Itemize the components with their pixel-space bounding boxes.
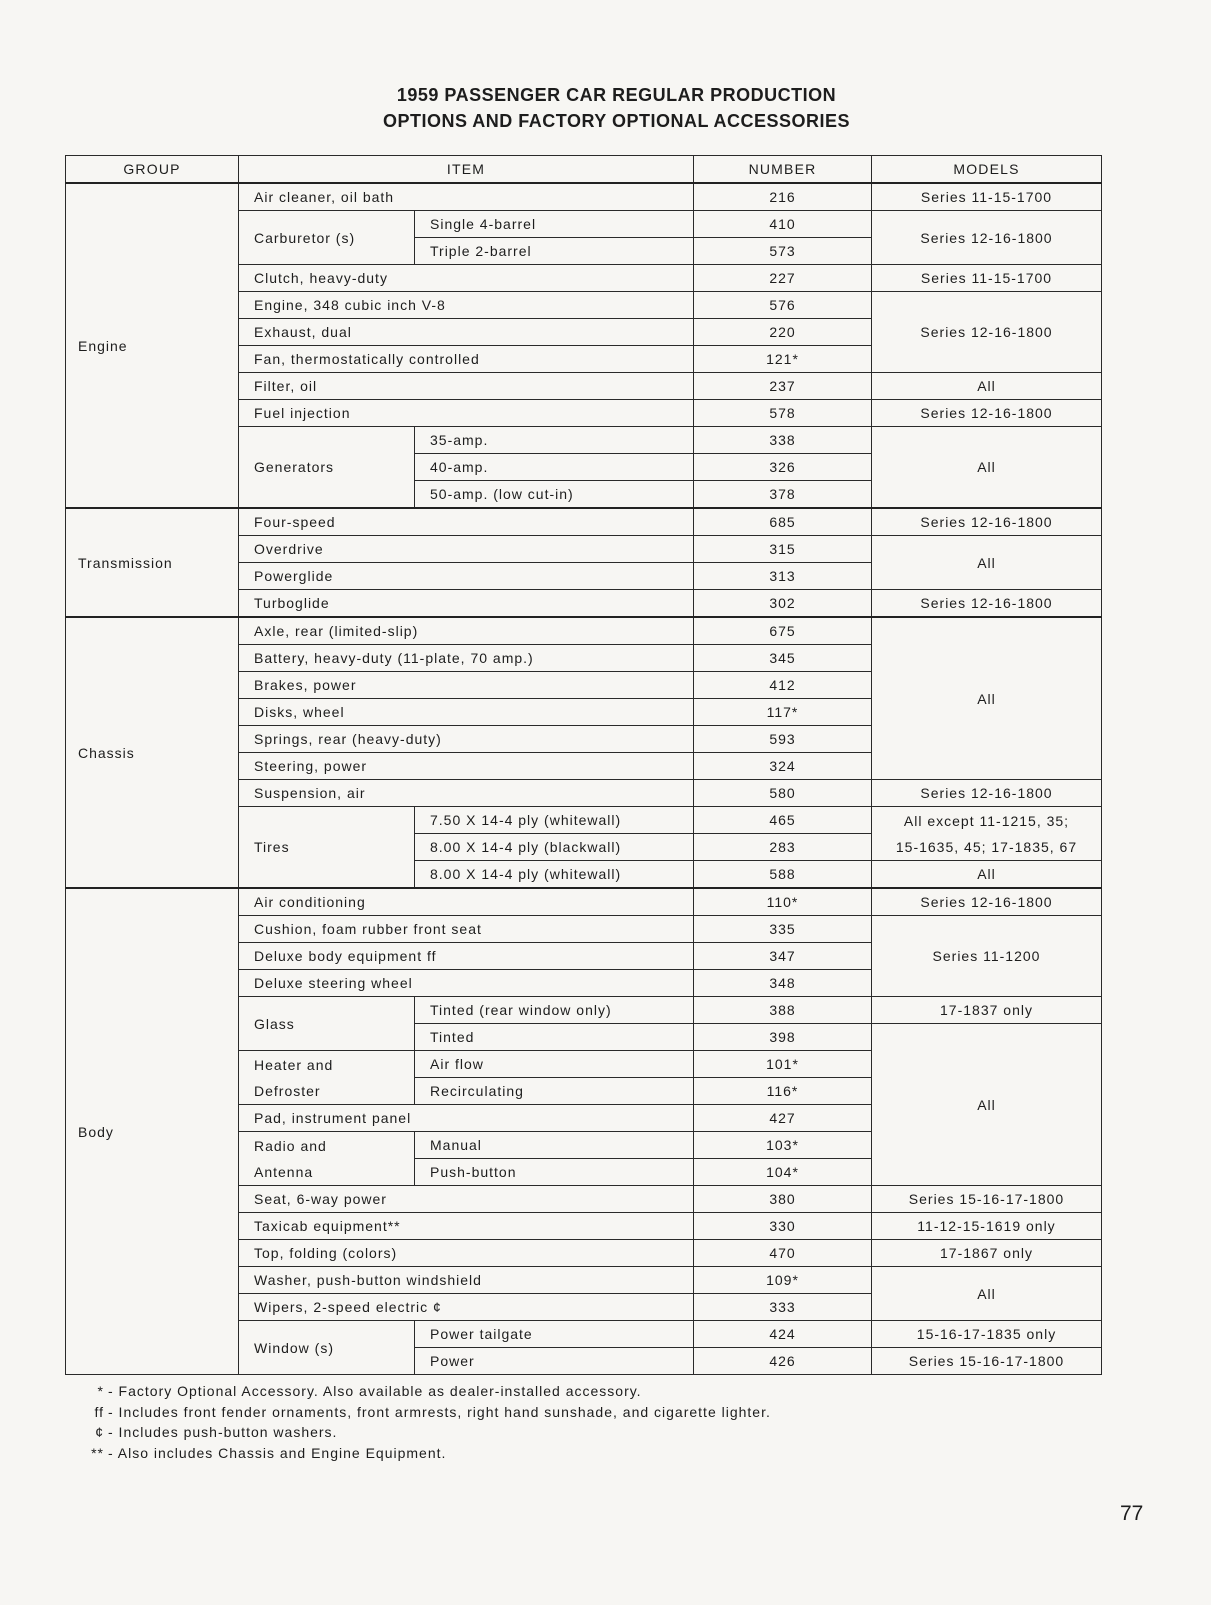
item-cell: Clutch, heavy-duty (239, 265, 694, 292)
item-cell: Seat, 6-way power (239, 1186, 694, 1213)
number-cell: 324 (694, 753, 872, 780)
item-cell: Generators (239, 427, 415, 509)
number-cell: 347 (694, 943, 872, 970)
number-cell: 465 (694, 807, 872, 834)
table-and-notes (65, 155, 1101, 1463)
number-cell: 348 (694, 970, 872, 997)
number-cell: 588 (694, 861, 872, 889)
number-cell: 103* (694, 1132, 872, 1159)
models-cell: Series 11-15-1700 (872, 183, 1102, 211)
item-cell: Window (s) (239, 1321, 415, 1375)
number-cell: 593 (694, 726, 872, 753)
number-cell: 424 (694, 1321, 872, 1348)
header-item: ITEM (239, 156, 694, 184)
header-models: MODELS (872, 156, 1102, 184)
item-cell: Air cleaner, oil bath (239, 183, 694, 211)
number-cell: 216 (694, 183, 872, 211)
footnote-mark: ¢ (95, 1424, 104, 1440)
models-cell: 15-16-17-1835 only (872, 1321, 1102, 1348)
item-cell: Overdrive (239, 536, 694, 563)
footnote (78, 1422, 1101, 1443)
footnote-text: - Also includes Chassis and Engine Equipment. (108, 1444, 447, 1461)
number-cell: 335 (694, 916, 872, 943)
models-cell: All (872, 536, 1102, 590)
sub-item-cell: Air flow (415, 1051, 694, 1078)
footnote-mark: * (97, 1383, 104, 1399)
number-cell: 427 (694, 1105, 872, 1132)
models-cell: Series 12-16-1800 (872, 508, 1102, 536)
item-cell: Disks, wheel (239, 699, 694, 726)
number-cell: 109* (694, 1267, 872, 1294)
item-cell: Cushion, foam rubber front seat (239, 916, 694, 943)
models-cell: 11-12-15-1619 only (872, 1213, 1102, 1240)
item-cell: Powerglide (239, 563, 694, 590)
models-cell: All (872, 1267, 1102, 1321)
models-cell: All (872, 427, 1102, 509)
number-cell: 410 (694, 211, 872, 238)
footnote-text: - Factory Optional Accessory. Also available as dealer-installed accessory. (108, 1383, 642, 1399)
item-cell: Brakes, power (239, 672, 694, 699)
footnote-text: - Includes push-button washers. (108, 1424, 338, 1440)
sub-item-cell: 35-amp. (415, 427, 694, 454)
item-cell: Washer, push-button windshield (239, 1267, 694, 1294)
models-cell: Series 11-15-1700 (872, 265, 1102, 292)
models-cell: All (872, 617, 1102, 780)
sub-item-cell: 50-amp. (low cut-in) (415, 481, 694, 509)
models-cell: All (872, 1024, 1102, 1186)
footnote (78, 1443, 1101, 1464)
page-number: 77 (1120, 1502, 1144, 1525)
models-cell: 17-1837 only (872, 997, 1102, 1024)
item-cell: Fuel injection (239, 400, 694, 427)
item-cell: Tires (239, 807, 415, 889)
sub-item-cell: 8.00 X 14-4 ply (whitewall) (415, 861, 694, 889)
number-cell: 345 (694, 645, 872, 672)
number-cell: 313 (694, 563, 872, 590)
sub-item-cell: Power tailgate (415, 1321, 694, 1348)
models-cell: Series 12-16-1800 (872, 400, 1102, 427)
item-cell: Carburetor (s) (239, 211, 415, 265)
number-cell: 398 (694, 1024, 872, 1051)
table-row (66, 888, 1102, 916)
number-cell: 380 (694, 1186, 872, 1213)
item-cell: Four-speed (239, 508, 694, 536)
number-cell: 333 (694, 1294, 872, 1321)
models-cell: All (872, 861, 1102, 889)
number-cell: 338 (694, 427, 872, 454)
item-cell: Pad, instrument panel (239, 1105, 694, 1132)
models-cell: Series 12-16-1800 (872, 888, 1102, 916)
footnote-text: - Includes front fender ornaments, front armrests, right hand sunshade, and cigarette lighter. (108, 1403, 771, 1420)
footnotes (78, 1381, 1101, 1463)
number-cell: 573 (694, 238, 872, 265)
item-cell: Turboglide (239, 590, 694, 618)
item-cell: Glass (239, 997, 415, 1051)
item-cell: Fan, thermostatically controlled (239, 346, 694, 373)
item-cell: Suspension, air (239, 780, 694, 807)
number-cell: 378 (694, 481, 872, 509)
footnote-mark: ff (94, 1403, 104, 1420)
sub-item-cell: Push-button (415, 1159, 694, 1186)
sub-item-cell: Power (415, 1348, 694, 1375)
group-cell: Transmission (66, 508, 239, 617)
title-line-2: OPTIONS AND FACTORY OPTIONAL ACCESSORIES (382, 111, 851, 131)
number-cell: 227 (694, 265, 872, 292)
item-cell: Deluxe body equipment ff (239, 943, 694, 970)
models-cell: 17-1867 only (872, 1240, 1102, 1267)
models-cell: All except 11-1215, 35; 15-1635, 45; 17-1835, 67 (872, 807, 1102, 861)
options-table (65, 155, 1102, 1375)
header-number: NUMBER (694, 156, 872, 184)
table-row (66, 183, 1102, 211)
sub-item-cell: 40-amp. (415, 454, 694, 481)
item-cell: Air conditioning (239, 888, 694, 916)
number-cell: 326 (694, 454, 872, 481)
number-cell: 116* (694, 1078, 872, 1105)
item-cell: Exhaust, dual (239, 319, 694, 346)
models-cell: Series 12-16-1800 (872, 211, 1102, 265)
models-cell: Series 15-16-17-1800 (872, 1348, 1102, 1375)
number-cell: 675 (694, 617, 872, 645)
item-cell: Radio and Antenna (239, 1132, 415, 1186)
footnote (78, 1402, 1101, 1423)
item-cell: Wipers, 2-speed electric ¢ (239, 1294, 694, 1321)
number-cell: 220 (694, 319, 872, 346)
group-cell: Body (66, 888, 239, 1375)
header-group: GROUP (66, 156, 239, 184)
item-cell: Engine, 348 cubic inch V-8 (239, 292, 694, 319)
sub-item-cell: Manual (415, 1132, 694, 1159)
number-cell: 578 (694, 400, 872, 427)
group-cell: Engine (66, 183, 239, 508)
sub-item-cell: 7.50 X 14-4 ply (whitewall) (415, 807, 694, 834)
number-cell: 117* (694, 699, 872, 726)
models-cell: Series 12-16-1800 (872, 292, 1102, 373)
number-cell: 580 (694, 780, 872, 807)
item-cell: Battery, heavy-duty (11-plate, 70 amp.) (239, 645, 694, 672)
number-cell: 685 (694, 508, 872, 536)
item-cell: Steering, power (239, 753, 694, 780)
number-cell: 576 (694, 292, 872, 319)
models-cell: Series 15-16-17-1800 (872, 1186, 1102, 1213)
sub-item-cell: Recirculating (415, 1078, 694, 1105)
table-row (66, 617, 1102, 645)
page-title (0, 82, 1211, 134)
models-cell: Series 12-16-1800 (872, 780, 1102, 807)
item-cell: Deluxe steering wheel (239, 970, 694, 997)
number-cell: 110* (694, 888, 872, 916)
number-cell: 101* (694, 1051, 872, 1078)
sub-item-cell: Triple 2-barrel (415, 238, 694, 265)
sub-item-cell: Single 4-barrel (415, 211, 694, 238)
models-cell: All (872, 373, 1102, 400)
item-cell: Filter, oil (239, 373, 694, 400)
number-cell: 283 (694, 834, 872, 861)
number-cell: 470 (694, 1240, 872, 1267)
footnote-mark: ** (91, 1444, 104, 1461)
models-cell: Series 12-16-1800 (872, 590, 1102, 618)
item-cell: Springs, rear (heavy-duty) (239, 726, 694, 753)
item-cell: Top, folding (colors) (239, 1240, 694, 1267)
item-cell: Heater and Defroster (239, 1051, 415, 1105)
footnote (78, 1381, 1101, 1402)
number-cell: 121* (694, 346, 872, 373)
group-cell: Chassis (66, 617, 239, 888)
sub-item-cell: Tinted (rear window only) (415, 997, 694, 1024)
table-row (66, 508, 1102, 536)
item-cell: Axle, rear (limited-slip) (239, 617, 694, 645)
table-header-row (66, 156, 1102, 184)
number-cell: 388 (694, 997, 872, 1024)
number-cell: 104* (694, 1159, 872, 1186)
models-cell: Series 11-1200 (872, 916, 1102, 997)
number-cell: 330 (694, 1213, 872, 1240)
item-cell: Taxicab equipment** (239, 1213, 694, 1240)
number-cell: 426 (694, 1348, 872, 1375)
title-line-1: 1959 PASSENGER CAR REGULAR PRODUCTION (396, 85, 837, 105)
number-cell: 412 (694, 672, 872, 699)
number-cell: 302 (694, 590, 872, 618)
number-cell: 315 (694, 536, 872, 563)
sub-item-cell: Tinted (415, 1024, 694, 1051)
number-cell: 237 (694, 373, 872, 400)
sub-item-cell: 8.00 X 14-4 ply (blackwall) (415, 834, 694, 861)
